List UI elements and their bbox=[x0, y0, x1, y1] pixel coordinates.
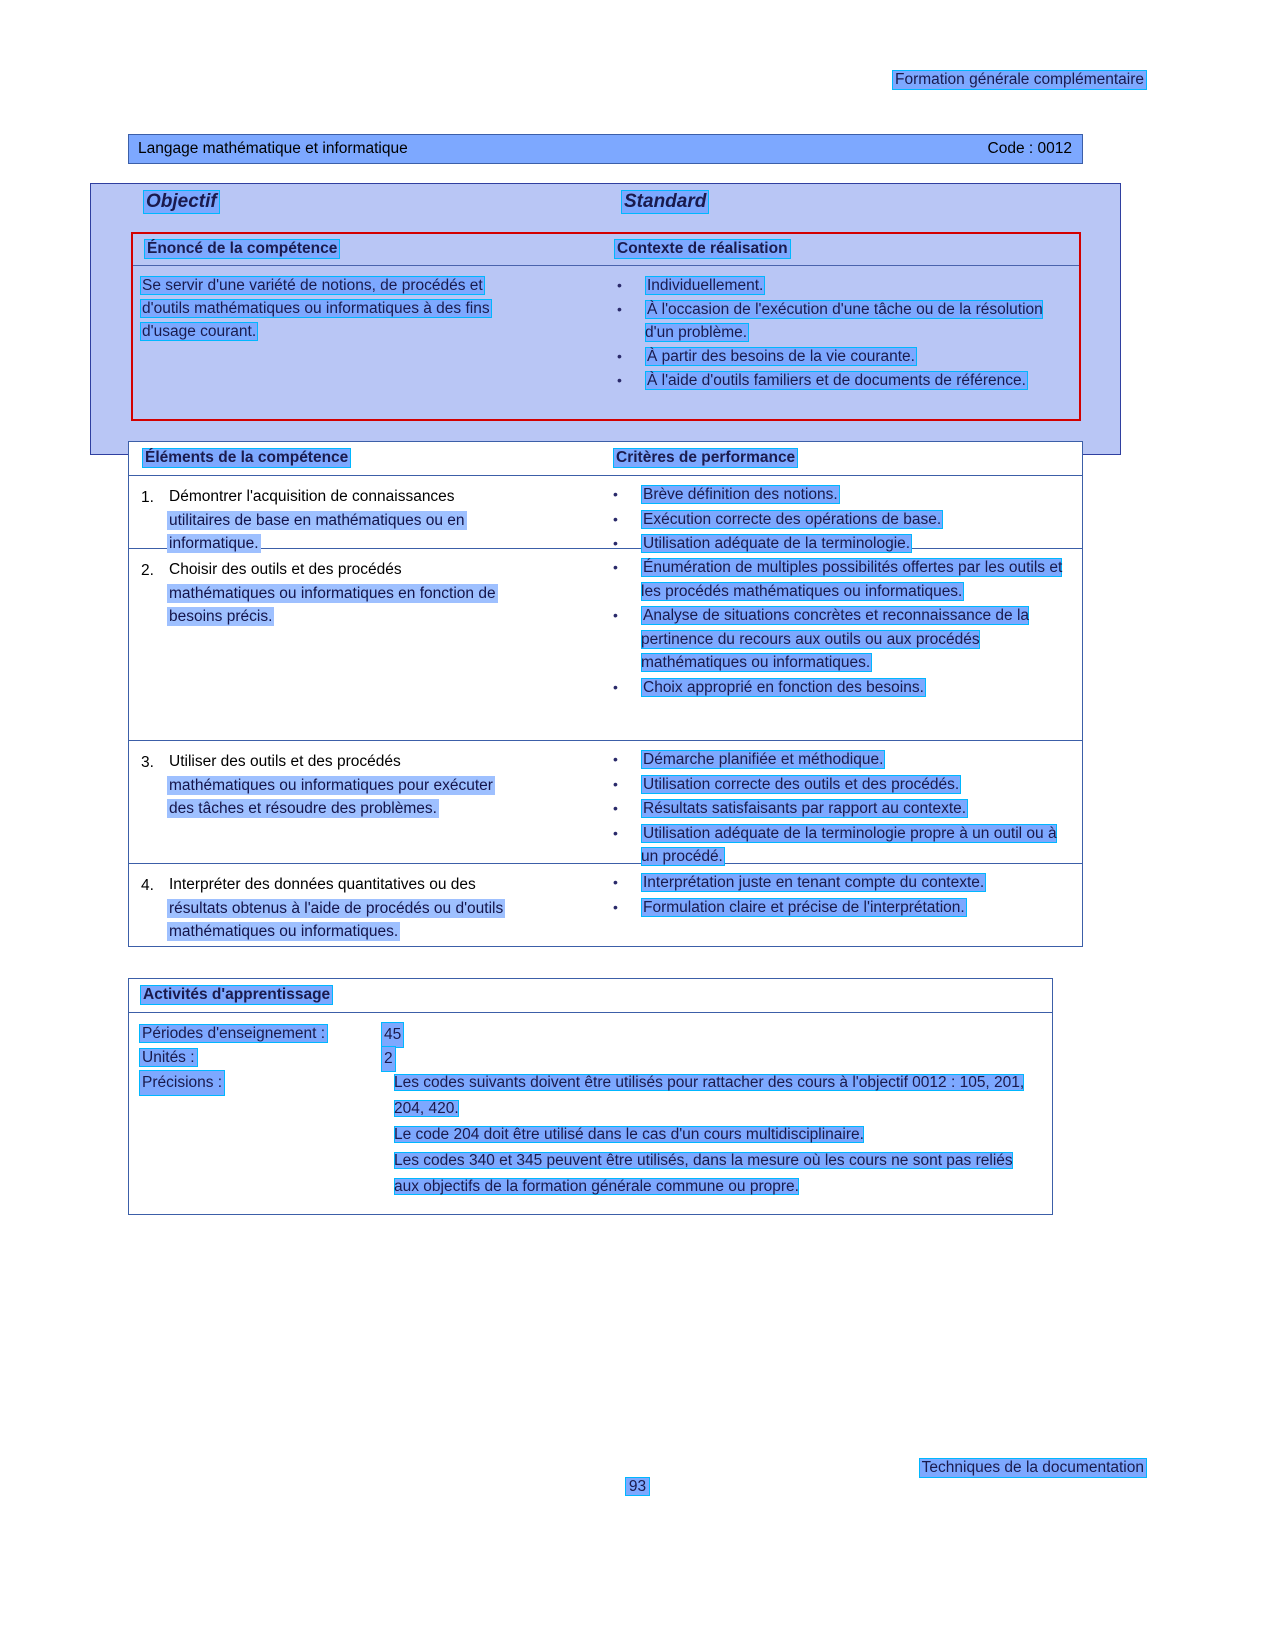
context-item-text: À l'occasion de l'exécution d'une tâche ou de la résolution d'un problème. bbox=[645, 301, 1043, 341]
precisions-lines bbox=[391, 1070, 1041, 1200]
criteria-cell bbox=[605, 556, 1073, 700]
course-title: Langage mathématique et informatique bbox=[138, 140, 408, 157]
list-item bbox=[605, 896, 1073, 920]
element-cell bbox=[139, 873, 579, 944]
element-line: Démontrer l'acquisition de connaissances bbox=[169, 488, 455, 505]
list-item bbox=[605, 604, 1073, 675]
element-line: Choisir des outils et des procédés bbox=[169, 561, 402, 578]
element-line: résultats obtenus à l'aide de procédés ou d'outils bbox=[169, 899, 504, 917]
element-number: 4. bbox=[141, 877, 154, 894]
precisions-line: aux objectifs de la formation générale commune ou propre. bbox=[394, 1178, 799, 1195]
criteria-list bbox=[605, 556, 1073, 699]
enonce-heading: Énoncé de la compétence bbox=[144, 239, 340, 259]
periods-label: Périodes d'enseignement : bbox=[139, 1024, 328, 1043]
criteria-list bbox=[605, 483, 1073, 556]
element-cell bbox=[139, 558, 579, 629]
table-row bbox=[129, 864, 1082, 946]
page-number bbox=[0, 1478, 1275, 1496]
context-item-text: À partir des besoins de la vie courante. bbox=[647, 348, 915, 365]
context-list bbox=[609, 274, 1069, 392]
list-item bbox=[609, 274, 1069, 297]
criterion-text: Analyse de situations concrètes et reconnaissance de la pertinence du recours aux outils ou aux procédés mathématiques ou informatiques. bbox=[641, 607, 1030, 671]
table-row bbox=[129, 741, 1082, 864]
element-line: mathématiques ou informatiques. bbox=[169, 923, 399, 940]
criteria-cell bbox=[605, 483, 1073, 557]
competence-context bbox=[609, 274, 1069, 393]
context-item-text: Individuellement. bbox=[647, 277, 764, 294]
band-headings bbox=[143, 190, 1083, 214]
activities-title: Activités d'apprentissage bbox=[140, 985, 333, 1005]
list-item bbox=[605, 483, 1073, 507]
criterion-text: Exécution correcte des opérations de base. bbox=[643, 510, 942, 528]
element-line: besoins précis. bbox=[169, 608, 273, 625]
list-item bbox=[609, 298, 1069, 344]
criterion-text: Utilisation adéquate de la terminologie propre à un outil ou à un procédé. bbox=[641, 824, 1057, 865]
element-line: utilitaires de base en mathématiques ou en bbox=[169, 511, 465, 529]
units-value: 2 bbox=[381, 1046, 396, 1072]
criterion-text: Démarche planifiée et méthodique. bbox=[643, 751, 884, 768]
periods-value: 45 bbox=[381, 1022, 404, 1048]
activities-box bbox=[128, 978, 1053, 1215]
element-number: 1. bbox=[141, 489, 154, 506]
table-row bbox=[129, 476, 1082, 552]
precisions-line: 204, 420. bbox=[394, 1100, 459, 1117]
activities-body bbox=[129, 1013, 1052, 1214]
precisions-line: Le code 204 doit être utilisé dans le cas d'un cours multidisciplinaire. bbox=[394, 1126, 864, 1143]
list-item bbox=[605, 748, 1073, 772]
statement-line: Se servir d'une variété de notions, de procédés et bbox=[142, 277, 483, 294]
header-right-text: Formation générale complémentaire bbox=[892, 70, 1147, 90]
competence-box bbox=[131, 232, 1081, 421]
precisions-block bbox=[129, 1070, 1052, 1200]
criterion-text: Brève définition des notions. bbox=[643, 486, 838, 503]
list-item bbox=[605, 556, 1073, 603]
activities-header bbox=[129, 979, 1052, 1013]
element-number: 2. bbox=[141, 562, 154, 579]
list-item bbox=[605, 822, 1073, 869]
precisions-line: Les codes 340 et 345 peuvent être utilisés, dans la mesure où les cours ne sont pas reliés bbox=[394, 1152, 1013, 1169]
precisions-line: Les codes suivants doivent être utilisés pour rattacher des cours à l'objectif 0012 : 105, 201, bbox=[394, 1074, 1025, 1091]
element-line: informatique. bbox=[169, 535, 259, 552]
units-line bbox=[129, 1046, 1052, 1070]
list-item bbox=[605, 871, 1073, 895]
statement-line: d'usage courant. bbox=[142, 323, 257, 340]
criterion-text: Résultats satisfaisants par rapport au contexte. bbox=[643, 800, 967, 817]
element-line: des tâches et résoudre des problèmes. bbox=[169, 800, 437, 817]
criterion-text: Interprétation juste en tenant compte du contexte. bbox=[643, 874, 985, 891]
element-line: mathématiques ou informatiques en fonction de bbox=[169, 584, 496, 602]
elements-criteria-table bbox=[128, 441, 1083, 947]
element-line: mathématiques ou informatiques pour exécuter bbox=[169, 776, 493, 794]
element-line: Interpréter des données quantitatives ou des bbox=[169, 876, 476, 893]
competence-statement bbox=[140, 274, 595, 343]
units-label: Unités : bbox=[139, 1048, 198, 1067]
element-cell bbox=[139, 750, 579, 821]
list-item bbox=[609, 369, 1069, 392]
list-item bbox=[609, 345, 1069, 368]
context-item-text: À l'aide d'outils familiers et de documents de référence. bbox=[647, 372, 1026, 389]
list-item bbox=[605, 508, 1073, 532]
element-line: Utiliser des outils et des procédés bbox=[169, 753, 401, 770]
list-item bbox=[605, 797, 1073, 821]
objectif-heading: Objectif bbox=[143, 190, 220, 214]
criterion-text: Choix approprié en fonction des besoins. bbox=[643, 678, 924, 696]
table-row bbox=[129, 549, 1082, 741]
list-item bbox=[605, 773, 1073, 797]
standard-heading: Standard bbox=[621, 190, 709, 214]
criteria-cell bbox=[605, 748, 1073, 870]
footer-right-text: Techniques de la documentation bbox=[919, 1458, 1147, 1478]
course-code: Code : 0012 bbox=[987, 140, 1072, 157]
competence-header-row bbox=[133, 234, 1079, 266]
contexte-heading: Contexte de réalisation bbox=[614, 239, 791, 259]
criterion-text: Utilisation correcte des outils et des procédés. bbox=[643, 775, 960, 793]
element-number: 3. bbox=[141, 754, 154, 771]
page-number-text: 93 bbox=[625, 1477, 650, 1496]
criterion-text: Formulation claire et précise de l'interprétation. bbox=[643, 898, 965, 916]
criterion-text: Utilisation adéquate de la terminologie. bbox=[643, 535, 911, 552]
course-title-bar bbox=[128, 134, 1083, 164]
list-item bbox=[605, 676, 1073, 700]
criteria-list bbox=[605, 871, 1073, 919]
table-header-row bbox=[129, 442, 1082, 476]
statement-line: d'outils mathématiques ou informatiques à des fins bbox=[142, 300, 490, 317]
criteria-cell bbox=[605, 871, 1073, 920]
column-header-criteria: Critères de performance bbox=[613, 448, 798, 468]
criteria-list bbox=[605, 748, 1073, 869]
column-header-elements: Éléments de la compétence bbox=[142, 448, 351, 468]
periods-line bbox=[129, 1022, 1052, 1046]
element-cell bbox=[139, 485, 579, 556]
criterion-text: Énumération de multiples possibilités offertes par les outils et les procédés mathématiques ou informatiques. bbox=[641, 559, 1063, 600]
precisions-label: Précisions : bbox=[139, 1070, 225, 1096]
